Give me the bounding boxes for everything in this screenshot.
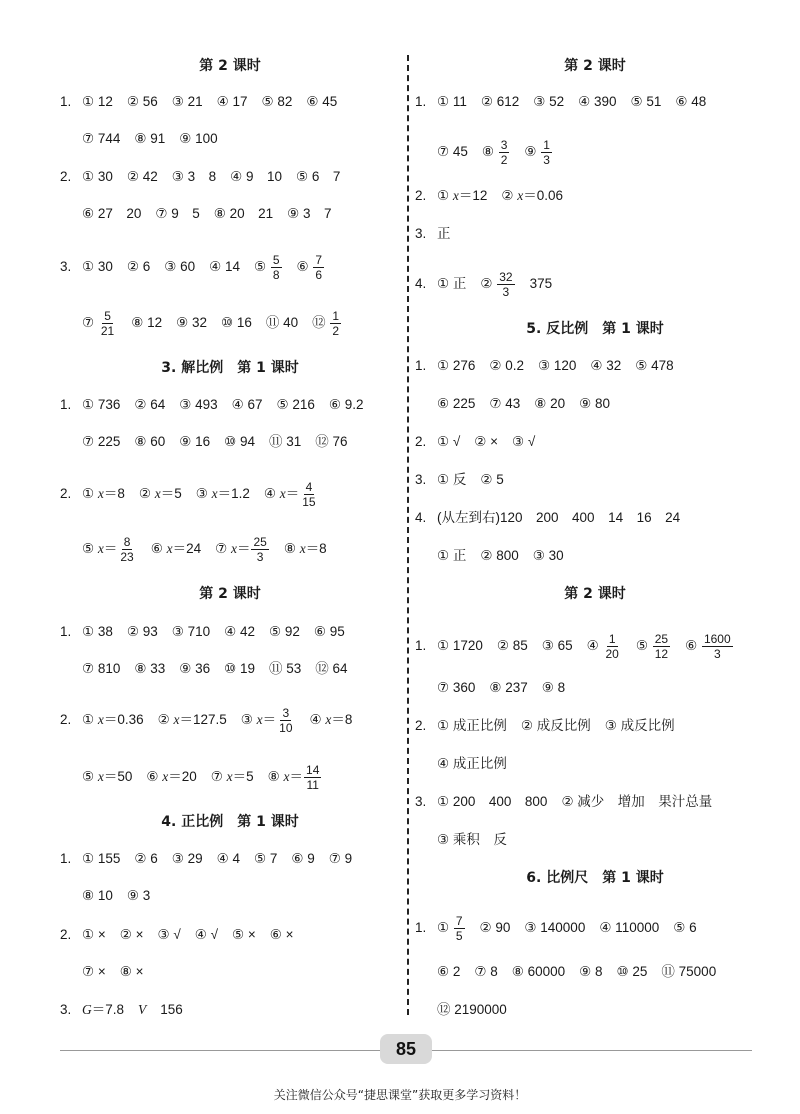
answer-item: ① 736 xyxy=(82,397,121,412)
answer-item: ⑪ 31 xyxy=(269,434,302,449)
answer-item: ① √ xyxy=(437,434,461,449)
answer-line xyxy=(415,754,521,774)
fraction-numerator: 14 xyxy=(306,763,320,777)
question-number: 1. xyxy=(60,397,72,412)
answer-item: ⑧ 91 xyxy=(134,131,166,146)
answer-item: ③ 30 xyxy=(532,548,564,563)
answer-line xyxy=(60,253,339,282)
fraction-numerator: 5 xyxy=(272,253,280,267)
answer-item: ⑨ 3 7 xyxy=(287,206,332,221)
answer-item: ⑥ 27 20 xyxy=(82,206,142,221)
answer-line xyxy=(60,706,366,735)
answer-item: ④ 42 xyxy=(224,624,256,639)
variable: x xyxy=(283,769,290,785)
answer-item: ⑦ $\frac{5}{21}$ xyxy=(82,309,115,338)
question-number: 1. xyxy=(415,920,427,936)
answer-line xyxy=(415,270,566,299)
answer-line xyxy=(415,830,521,850)
fraction-numerator: 1 xyxy=(543,138,550,152)
answer-item: ⑤ 478 xyxy=(635,358,674,373)
variable: x xyxy=(256,712,263,728)
answer-item: ⑥ 95 xyxy=(313,624,345,639)
answer-line xyxy=(415,508,694,528)
variable: x xyxy=(166,541,173,557)
answer-item: ① 30 xyxy=(82,259,113,275)
fraction xyxy=(499,138,510,167)
answer-item: ② 5 xyxy=(480,472,504,487)
answer-line xyxy=(415,224,465,244)
answer-item: ② 6 xyxy=(134,851,158,866)
variable: x xyxy=(97,712,104,728)
answer-item: ③ x＝ $\frac{3}{10}$ xyxy=(240,706,293,735)
answer-item: ⑩ 94 xyxy=(224,434,256,449)
fraction-numerator: 3 xyxy=(500,138,508,152)
answer-item: ⑤ 6 7 xyxy=(296,169,341,184)
fraction xyxy=(313,253,324,282)
answer-item: ③ 140000 xyxy=(524,920,586,936)
answer-item: ⑧ 20 21 xyxy=(213,206,274,221)
answer-item: ⑨ 8 xyxy=(541,680,566,695)
answer-item: ⑥ $\frac{7}{6}$ xyxy=(296,253,323,282)
answer-line xyxy=(415,138,567,167)
fraction xyxy=(702,632,733,661)
variable: x xyxy=(299,541,306,557)
answer-item: ③ x＝1.2 xyxy=(195,486,250,502)
variable: x xyxy=(173,712,180,728)
section-heading: 3. 解比例 第 1 课时 xyxy=(161,360,299,376)
question-number: 1. xyxy=(415,638,427,654)
answer-line xyxy=(60,92,351,112)
answer-item: ⑥ 9 xyxy=(291,851,315,866)
answer-line xyxy=(415,356,688,376)
fraction-numerator: 7 xyxy=(315,253,323,267)
answer-item: ⑩ 16 xyxy=(220,315,252,331)
answer-line xyxy=(415,632,748,661)
fraction xyxy=(604,632,621,661)
answer-item: ① 12 xyxy=(82,94,113,109)
answer-item: ⑤ x＝50 xyxy=(82,769,133,785)
answer-item: ① x＝0.36 xyxy=(82,712,144,728)
answer-item: ④ $\frac{1}{20}$ xyxy=(586,632,619,661)
variable: G xyxy=(82,1002,92,1017)
answer-item: ⑨ 3 xyxy=(126,888,151,903)
answer-line xyxy=(60,925,308,945)
answer-line xyxy=(60,763,336,792)
answer-item: ② 56 xyxy=(126,94,158,109)
answer-item: ③ 493 xyxy=(179,397,218,412)
answer-item: ⑤ × xyxy=(232,927,256,942)
answer-item: ④ 4 xyxy=(216,851,241,866)
answer-item: ② 612 xyxy=(480,94,520,109)
answer-item: ⑤ $\frac{5}{8}$ xyxy=(254,253,280,282)
question-number: 4. xyxy=(415,510,427,525)
answer-item: ① 276 xyxy=(437,358,476,373)
answer-item: ⑪ 40 xyxy=(265,315,299,331)
answer-item: ② 93 xyxy=(126,624,158,639)
answer-item: ⑫ $\frac{1}{2}$ xyxy=(312,309,340,338)
question-number: 3. xyxy=(415,226,427,241)
answer-item: ⑤ 216 xyxy=(276,397,315,412)
answer-item: ④ 成正比例 xyxy=(437,756,507,771)
variable: x xyxy=(230,541,237,557)
answer-line xyxy=(60,167,354,187)
section-heading: 第 2 课时 xyxy=(564,58,626,74)
answer-item: ⑧ 12 xyxy=(131,315,163,331)
variable: x xyxy=(279,486,286,502)
question-number: 1. xyxy=(415,358,427,373)
answer-item: ⑦ 8 xyxy=(474,964,498,979)
answer-item: (从左到右)120 200 400 14 16 24 xyxy=(437,510,681,525)
answer-line xyxy=(415,792,726,812)
answer-item: ① 正 xyxy=(437,548,467,563)
variable: x xyxy=(97,486,104,502)
fraction-denominator: 15 xyxy=(302,495,316,509)
answer-item: ⑦ 9 xyxy=(328,851,353,866)
answer-line xyxy=(60,129,232,149)
answer-item: ③ √ xyxy=(157,927,181,942)
fraction-denominator: 10 xyxy=(279,721,293,735)
fraction-denominator: 3 xyxy=(713,647,721,661)
answer-item: ⑤ 6 xyxy=(673,920,697,936)
fraction xyxy=(118,535,135,564)
fraction-numerator: 5 xyxy=(104,309,111,323)
answer-item: ⑫ 76 xyxy=(315,434,348,449)
fraction xyxy=(271,253,282,282)
answer-item: ⑥ 45 xyxy=(306,94,338,109)
fraction-denominator: 2 xyxy=(332,324,340,338)
answer-item: ① 反 xyxy=(437,472,467,487)
answer-item: ③ 52 xyxy=(533,94,565,109)
answer-line xyxy=(415,1000,521,1020)
answer-item: ⑦ x＝ $\frac{25}{3}$ xyxy=(215,535,267,564)
fraction-denominator: 2 xyxy=(500,153,508,167)
answer-item: ① × xyxy=(82,927,106,942)
variable: x xyxy=(517,188,524,203)
answer-item: ⑤ 92 xyxy=(269,624,300,639)
fraction-numerator: 32 xyxy=(499,270,513,284)
answer-item: ⑪ 53 xyxy=(269,661,302,676)
variable: x xyxy=(211,486,218,502)
answer-item: ⑧ × xyxy=(119,964,144,979)
answer-item: ② 800 xyxy=(480,548,519,563)
answer-item: ④ x＝ $\frac{4}{15}$ xyxy=(263,480,316,509)
answer-item: ① 30 xyxy=(82,169,113,184)
answer-item: ⑦ × xyxy=(82,964,106,979)
answer-item: 375 xyxy=(529,276,553,292)
question-number: 2. xyxy=(415,434,427,449)
answer-line xyxy=(415,546,578,566)
answer-item: ⑧ 33 xyxy=(134,661,166,676)
answer-item: ⑪ 75000 xyxy=(661,964,717,979)
answer-line xyxy=(60,962,158,982)
answer-item: ⑦ 43 xyxy=(489,396,521,411)
fraction xyxy=(653,632,670,661)
answer-item: ① 155 xyxy=(82,851,121,866)
footer-rule-right xyxy=(430,1050,752,1051)
answer-item: ④ √ xyxy=(194,927,219,942)
fraction xyxy=(497,270,514,299)
fraction-numerator: 3 xyxy=(282,706,290,720)
answer-item: ④ 32 xyxy=(590,358,622,373)
fraction-denominator: 12 xyxy=(654,647,669,661)
answer-item: 156 xyxy=(160,1002,183,1017)
answer-item: ⑦ 225 xyxy=(82,434,121,449)
section-heading: 第 2 课时 xyxy=(564,586,626,602)
footer-rule-left xyxy=(60,1050,380,1051)
answer-item: 正 xyxy=(437,226,451,241)
question-number: 3. xyxy=(60,259,72,275)
answer-item: ④ x＝8 xyxy=(309,712,353,728)
answer-item: ④ 17 xyxy=(216,94,248,109)
variable: x xyxy=(162,769,169,785)
fraction-denominator: 5 xyxy=(455,929,463,943)
footer-note: 关注微信公众号“捷思课堂”获取更多学习资料！ xyxy=(273,1088,527,1102)
answer-item: ⑫ 64 xyxy=(315,661,348,676)
answer-item: ③ 60 xyxy=(164,259,196,275)
question-number: 2. xyxy=(60,169,72,184)
fraction xyxy=(300,480,317,509)
variable: x xyxy=(97,541,104,557)
section-heading: 第 2 课时 xyxy=(199,58,261,74)
question-number: 1. xyxy=(60,851,72,866)
answer-item: ⑨ 32 xyxy=(176,315,207,331)
answer-item: ③ 21 xyxy=(171,94,203,109)
answer-item: ⑩ 19 xyxy=(224,661,256,676)
answer-item: ⑧ x＝ $\frac{14}{11}$ xyxy=(267,763,320,792)
answer-item: ⑦ 45 xyxy=(437,144,468,160)
answer-item: ② $\frac{32}{3}$ xyxy=(480,270,513,299)
answer-item: ⑧ 60 xyxy=(134,434,166,449)
fraction-denominator: 8 xyxy=(272,268,280,282)
answer-item: ⑨ 36 xyxy=(179,661,211,676)
answer-item: ⑤ 51 xyxy=(630,94,662,109)
answer-line xyxy=(415,432,549,452)
answer-item: ⑨ 8 xyxy=(579,964,603,979)
answer-item: ② 90 xyxy=(479,920,511,936)
answer-item: ② × xyxy=(474,434,499,449)
answer-line xyxy=(415,92,720,112)
answer-item: ④ 110000 xyxy=(599,920,660,936)
answer-line xyxy=(60,480,333,509)
answer-item: ⑨ 80 xyxy=(579,396,611,411)
answer-item: ⑧ x＝8 xyxy=(283,541,327,557)
answer-item: ① 1720 xyxy=(437,638,483,654)
answer-item: ① 正 xyxy=(437,276,467,292)
answer-item: ① x＝8 xyxy=(82,486,125,502)
answer-item: ② 64 xyxy=(134,397,166,412)
answer-item: ⑥ 9.2 xyxy=(328,397,364,412)
answer-item: ⑩ 25 xyxy=(616,964,648,979)
answer-item: ③ 成反比例 xyxy=(604,718,675,733)
answer-item: ⑧ 237 xyxy=(489,680,528,695)
fraction-numerator: 1600 xyxy=(703,632,731,646)
answer-item: ⑦ x＝5 xyxy=(210,769,254,785)
variable: V xyxy=(138,1002,147,1017)
answer-item: ⑥ x＝24 xyxy=(150,541,202,557)
answer-item: ⑥ 48 xyxy=(675,94,707,109)
answer-line xyxy=(60,622,359,642)
fraction-numerator: 4 xyxy=(305,480,313,494)
fraction-numerator: 8 xyxy=(123,535,131,549)
answer-line xyxy=(60,659,362,679)
answer-item: ⑤ 7 xyxy=(254,851,278,866)
question-number: 2. xyxy=(60,486,72,502)
answer-item: ② x＝5 xyxy=(138,486,182,502)
answer-item: ⑥ 225 xyxy=(437,396,476,411)
answer-line xyxy=(60,204,346,224)
answer-item: ① 38 xyxy=(82,624,113,639)
fraction-denominator: 3 xyxy=(256,550,264,564)
answer-item: ⑦ 744 xyxy=(82,131,121,146)
answer-item: ① $\frac{7}{5}$ xyxy=(437,914,463,943)
answer-item: ③ 乘积 反 xyxy=(437,832,507,847)
answer-item: ⑨ 100 xyxy=(179,131,218,146)
answer-line xyxy=(415,716,689,736)
answer-item: ② x＝0.06 xyxy=(501,188,564,203)
answer-item: ① 成正比例 xyxy=(437,718,507,733)
question-number: 3. xyxy=(415,472,427,487)
fraction-numerator: 25 xyxy=(654,632,669,646)
answer-item: ② 85 xyxy=(496,638,528,654)
answer-item: ⑥ × xyxy=(269,927,294,942)
answer-line xyxy=(60,849,366,869)
fraction-numerator: 1 xyxy=(332,309,340,323)
answer-item: ② × xyxy=(119,927,144,942)
answer-item: ⑥ x＝20 xyxy=(146,769,197,785)
answer-item: ③ 29 xyxy=(171,851,203,866)
answer-item xyxy=(138,1002,146,1017)
fraction xyxy=(330,309,341,338)
answer-line xyxy=(415,962,730,982)
answer-item: ④ 14 xyxy=(209,259,240,275)
question-number: 2. xyxy=(60,712,72,728)
question-number: 1. xyxy=(415,94,427,109)
answer-line xyxy=(60,1000,197,1020)
answer-line xyxy=(415,678,579,698)
fraction-numerator: 1 xyxy=(608,632,616,646)
fraction xyxy=(251,535,268,564)
answer-line xyxy=(415,470,518,490)
question-number: 1. xyxy=(60,624,72,639)
answer-item: ② 42 xyxy=(126,169,158,184)
answer-item: ① 200 400 800 xyxy=(437,794,548,809)
section-heading: 5. 反比例 第 1 课时 xyxy=(526,321,664,337)
answer-line xyxy=(60,395,378,415)
question-number: 4. xyxy=(415,276,427,292)
answer-item: ② 0.2 xyxy=(489,358,525,373)
answer-item: ⑧ 10 xyxy=(82,888,113,903)
answer-item: ⑤ $\frac{25}{12}$ xyxy=(635,632,669,661)
answer-item: ③ 120 xyxy=(538,358,577,373)
question-number: 3. xyxy=(415,794,427,809)
variable: x xyxy=(325,712,332,728)
fraction-denominator: 3 xyxy=(543,153,550,167)
fraction-denominator: 11 xyxy=(306,778,319,792)
answer-item: ③ 65 xyxy=(541,638,573,654)
answer-line xyxy=(60,886,164,906)
variable: x xyxy=(452,188,459,203)
answer-item: ② x＝127.5 xyxy=(157,712,227,728)
column-divider xyxy=(407,55,409,1015)
answer-item: ⑧ 20 xyxy=(534,396,566,411)
fraction-numerator: 25 xyxy=(253,535,267,549)
answer-item: ⑥ $\frac{1600}{3}$ xyxy=(685,632,731,661)
page-number: 85 xyxy=(380,1034,432,1064)
answer-item: ⑤ 82 xyxy=(261,94,293,109)
answer-line xyxy=(60,309,356,338)
answer-item: ③ √ xyxy=(512,434,536,449)
variable: x xyxy=(154,486,161,502)
answer-line xyxy=(415,394,624,414)
answer-item: ④ 67 xyxy=(231,397,263,412)
answer-line xyxy=(415,914,711,943)
answer-item: ⑦ 9 5 xyxy=(155,206,200,221)
answer-item: ② 成反比例 xyxy=(520,718,591,733)
answer-item: ⑧ $\frac{3}{2}$ xyxy=(481,138,508,167)
answer-item: ② 减少 增加 果汁总量 xyxy=(561,794,713,809)
answer-item: ⑤ x＝ $\frac{8}{23}$ xyxy=(82,535,134,564)
answer-item: ③ 3 8 xyxy=(171,169,217,184)
answer-item: ② 6 xyxy=(126,259,151,275)
section-heading: 4. 正比例 第 1 课时 xyxy=(161,814,299,830)
answer-item: ⑨ 16 xyxy=(179,434,211,449)
variable: x xyxy=(97,769,104,785)
fraction xyxy=(541,138,552,167)
fraction xyxy=(277,706,294,735)
answer-line xyxy=(60,535,341,564)
answer-item: G＝7.8 xyxy=(82,1002,125,1017)
question-number: 1. xyxy=(60,94,72,109)
answer-line xyxy=(60,432,362,452)
answer-item: ⑥ 2 xyxy=(437,964,461,979)
fraction-denominator: 21 xyxy=(100,324,115,338)
variable: x xyxy=(226,769,233,785)
question-number: 3. xyxy=(60,1002,72,1017)
answer-item: ⑨ $\frac{1}{3}$ xyxy=(524,138,550,167)
fraction-denominator: 6 xyxy=(315,268,323,282)
question-number: 2. xyxy=(415,718,427,733)
fraction xyxy=(454,914,465,943)
answer-line xyxy=(415,186,577,206)
section-heading: 6. 比例尺 第 1 课时 xyxy=(526,870,664,886)
fraction-denominator: 23 xyxy=(120,550,134,564)
answer-item: ⑦ 360 xyxy=(437,680,476,695)
fraction xyxy=(304,763,321,792)
answer-item: ④ 9 10 xyxy=(230,169,283,184)
question-number: 2. xyxy=(415,188,427,203)
fraction-denominator: 20 xyxy=(605,647,619,661)
answer-item: ① x＝12 xyxy=(437,188,488,203)
answer-item: ③ 710 xyxy=(171,624,211,639)
fraction-numerator: 7 xyxy=(455,914,463,928)
section-heading: 第 2 课时 xyxy=(199,586,261,602)
answer-item: ⑫ 2190000 xyxy=(437,1002,507,1017)
fraction-denominator: 3 xyxy=(502,285,510,299)
answer-item: ④ 390 xyxy=(578,94,617,109)
question-number: 2. xyxy=(60,927,72,942)
answer-item: ⑦ 810 xyxy=(82,661,121,676)
fraction xyxy=(99,309,116,338)
answer-item: ⑧ 60000 xyxy=(511,964,566,979)
answer-item: ① 11 xyxy=(437,94,467,109)
